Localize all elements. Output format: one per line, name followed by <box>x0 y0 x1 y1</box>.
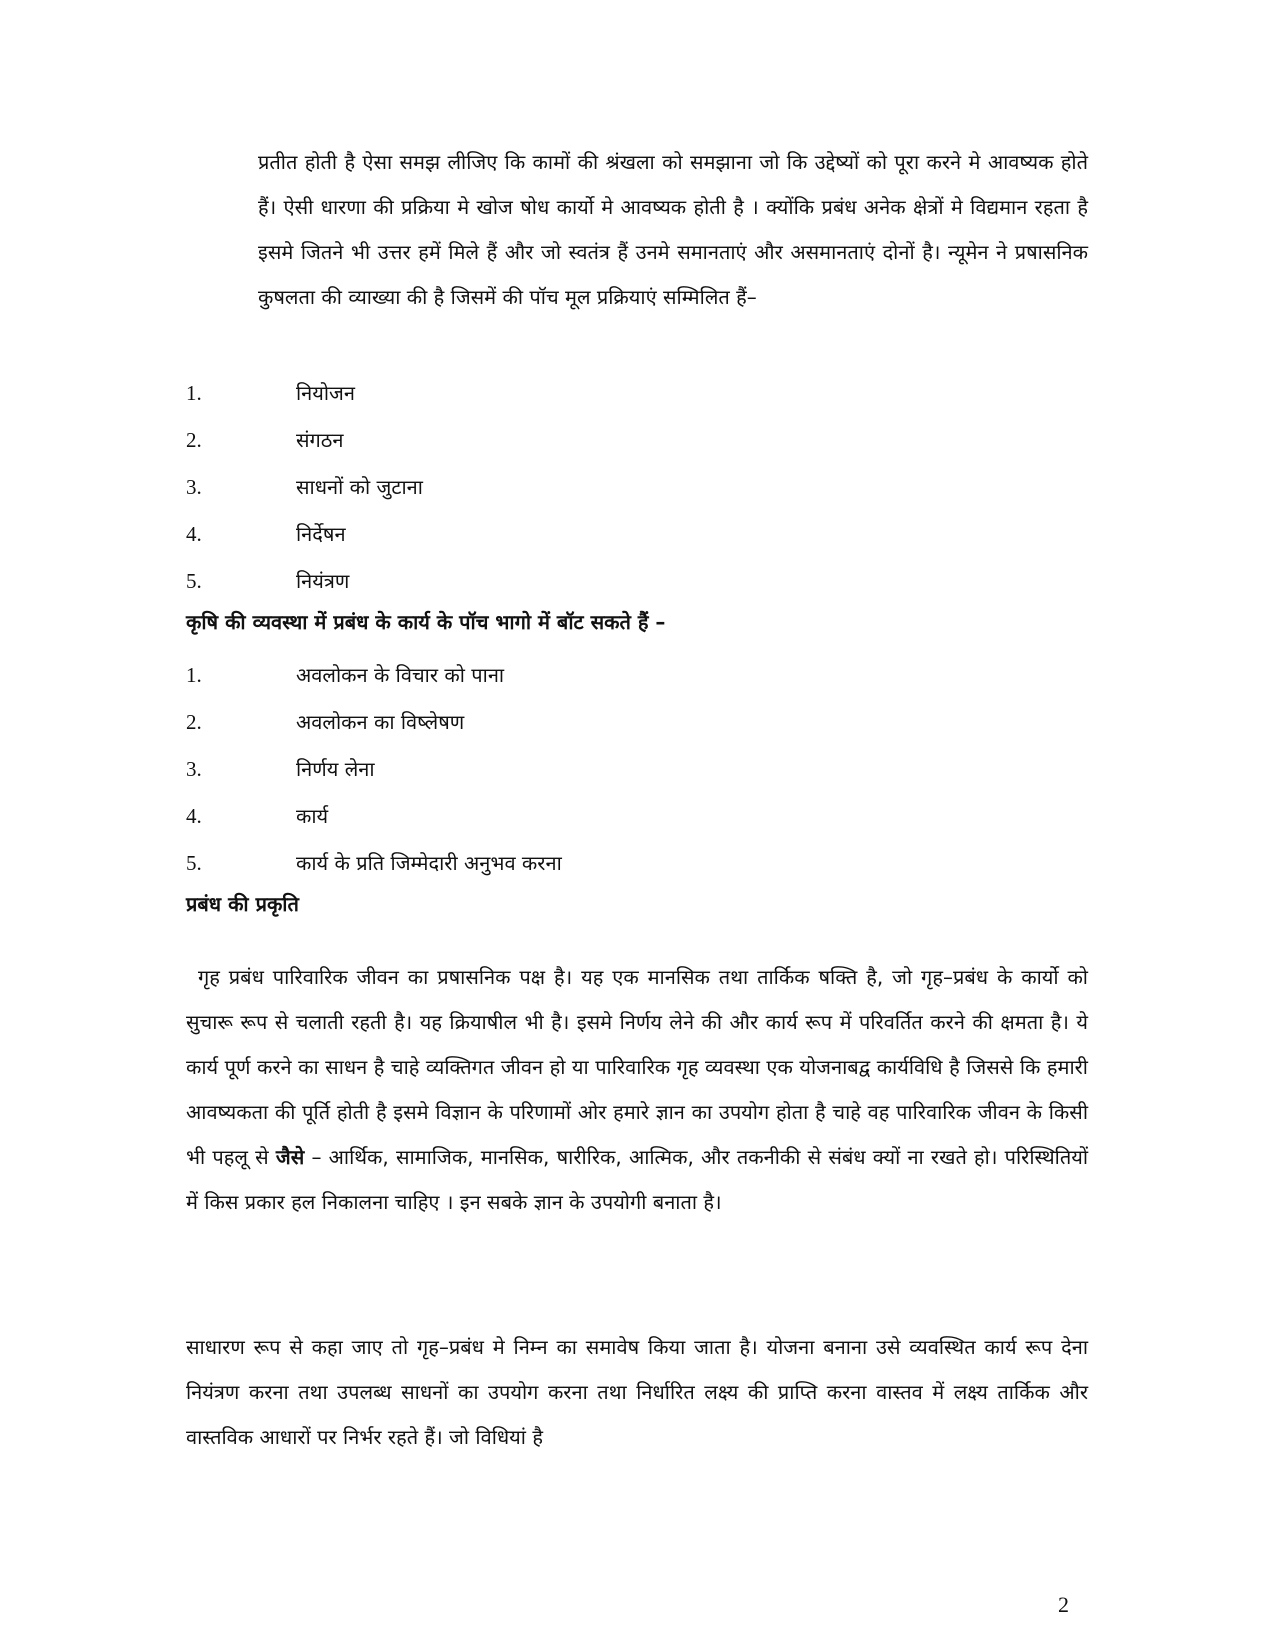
list-text: निर्णय लेना <box>296 757 375 781</box>
list-text: साधनों को जुटाना <box>296 475 423 499</box>
list-item <box>186 652 562 699</box>
list-number: 4. <box>186 804 202 828</box>
list-item <box>186 699 562 746</box>
nature-paragraph <box>186 955 1088 1225</box>
list-item <box>186 464 423 511</box>
list-item <box>186 511 423 558</box>
list-number: 2. <box>186 428 202 452</box>
agri-heading: कृषि की व्यवस्था में प्रबंध के कार्य के पॉच भागो में बॉट सकते हैं – <box>186 610 666 634</box>
list-number: 1. <box>186 381 202 405</box>
process-list <box>186 370 423 605</box>
list-item <box>186 746 562 793</box>
list-number: 4. <box>186 522 202 546</box>
list-item <box>186 793 562 840</box>
list-number: 5. <box>186 569 202 593</box>
list-item <box>186 417 423 464</box>
list-text: कार्य <box>296 804 329 828</box>
list-number: 2. <box>186 710 202 734</box>
list-text: नियोजन <box>296 381 355 405</box>
list-number: 3. <box>186 475 202 499</box>
nature-heading: प्रबंध की प्रकृति <box>186 892 299 916</box>
list-number: 3. <box>186 757 202 781</box>
list-item <box>186 558 423 605</box>
agri-steps-list <box>186 652 562 887</box>
nature-text-part1: गृह प्रबंध पारिवारिक जीवन का प्रषासनिक पक्ष है। यह एक मानसिक तथा तार्किक षक्ति है, जो गृह–प्रबंध के कार्यो को सुचारू रूप से चलाती रहती है। यह क्रियाषील भी है। इसमे निर्णय लेने की और कार्य रूप में परिवर्तित करने की क्षमता है। ये कार्य पूर्ण करने का साधन है चाहे व्यक्तिगत जीवन हो या पारिवारिक गृह व्यवस्था एक योजनाबद्व कार्यविधि है जिससे कि हमारी आवष्यकता की पूर्ति होती है इसमे विज्ञान के परिणामों ओर हमारे ज्ञान का उपयोग होता है चाहे वह पारिवारिक जीवन के किसी भी पहलू से <box>186 965 1088 1169</box>
list-item <box>186 840 562 887</box>
intro-paragraph: प्रतीत होती है ऐसा समझ लीजिए कि कामों की श्रंखला को समझाना जो कि उद्देष्यों को पूरा करने मे आवष्यक होते हैं। ऐसी धारणा की प्रक्रिया मे खोज षोध कार्यो मे आवष्यक होती है । क्योंकि प्रबंध अनेक क्षेत्रों मे विद्यमान रहता है इसमे जितने भी उत्तर हमें मिले हैं और जो स्वतंत्र हैं उनमे समानताएं और असमानताएं दोनों है। न्यूमेन ने प्रषासनिक कुषलता की व्याख्या की है जिसमें की पॉच मूल प्रक्रियाएं सम्मिलित हैं– <box>258 150 1088 309</box>
nature-text-bold: जैसे <box>275 1145 305 1169</box>
list-text: अवलोकन के विचार को पाना <box>296 663 505 687</box>
list-item <box>186 370 423 417</box>
page-number: 2 <box>1058 1592 1069 1617</box>
summary-paragraph: साधारण रूप से कहा जाए तो गृह–प्रबंध मे निम्न का समावेष किया जाता है। योजना बनाना उसे व्यवस्थित कार्य रूप देना नियंत्रण करना तथा उपलब्ध साधनों का उपयोग करना तथा निर्धारित लक्ष्य की प्राप्ति करना वास्तव में लक्ष्य तार्किक और वास्तविक आधारों पर निर्भर रहते हैं। जो विधियां है <box>186 1335 1088 1449</box>
list-text: निर्देषन <box>296 522 346 546</box>
list-number: 1. <box>186 663 202 687</box>
list-text: नियंत्रण <box>296 569 350 593</box>
list-text: संगठन <box>296 428 344 452</box>
list-text: कार्य के प्रति जिम्मेदारी अनुभव करना <box>296 851 562 875</box>
list-number: 5. <box>186 851 202 875</box>
list-text: अवलोकन का विष्लेषण <box>296 710 465 734</box>
nature-text-part2: – आर्थिक, सामाजिक, मानसिक, षारीरिक, आत्मिक, और तकनीकी से संबंध क्यों ना रखते हो। परिस्थितियों में किस प्रकार हल निकालना चाहिए । इन सबके ज्ञान के उपयोगी बनाता है। <box>186 1145 1089 1214</box>
